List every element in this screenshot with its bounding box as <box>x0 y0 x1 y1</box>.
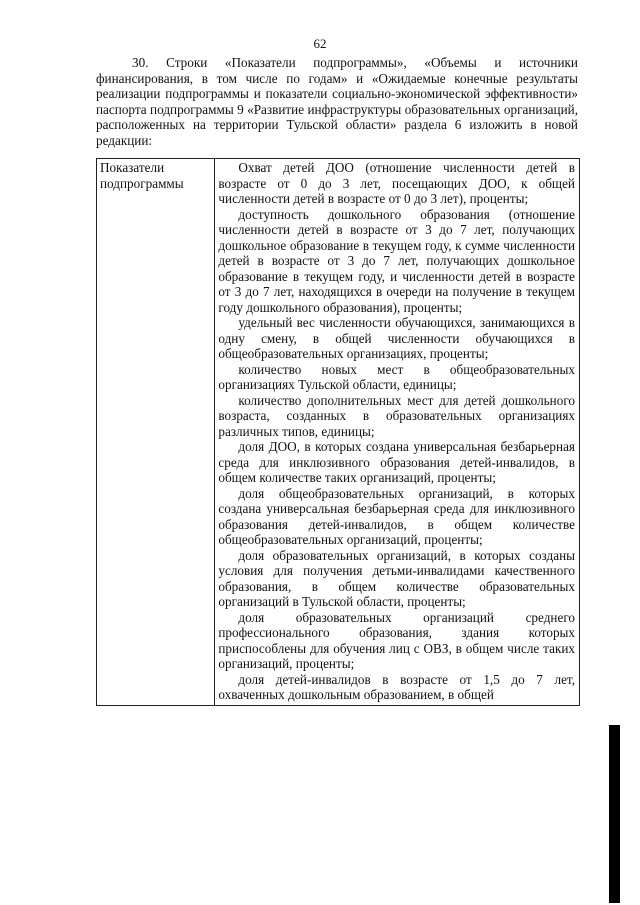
indicator-item: доля ДОО, в которых создана универсальная безбарьерная среда для инклюзивного образования детей-инвалидов, в общем количестве таких организаций, проценты; <box>218 439 575 485</box>
indicators-table <box>96 158 580 706</box>
table-row <box>97 159 580 706</box>
row-label-cell: Показатели подпрограммы <box>97 159 215 706</box>
indicator-item: доля детей-инвалидов в возрасте от 1,5 до 7 лет, охваченных дошкольным образованием, в общей <box>218 671 575 702</box>
indicator-item: количество дополнительных мест для детей дошкольного возраста, созданных в образовательных организациях различных типов, единицы; <box>218 392 575 439</box>
indicator-item: количество новых мест в общеобразовательных организациях Тульской области, единицы; <box>218 361 575 392</box>
scan-edge-bar <box>609 725 620 903</box>
indicators-cell <box>215 159 580 706</box>
indicator-item: удельный вес численности обучающихся, занимающихся в одну смену, в общей численности обучающихся в общеобразовательных организациях, проценты; <box>218 315 575 361</box>
indicator-item: доступность дошкольного образования (отношение численности детей в возрасте от 3 до 7 лет, получающих дошкольное образование в текущем году, к сумме численности детей в возрасте от 3 до 7 лет, получающих дошкольное образование в текущем году, и численности детей в возрасте от 3 до 7 лет, находящихся в очереди на получение в текущем году дошкольного образования), проценты; <box>218 206 575 315</box>
intro-paragraph: 30. Строки «Показатели подпрограммы», «Объемы и источники финансирования, в том числе по годам» и «Ожидаемые конечные результаты реализации подпрограммы и показатели социально-экономической эффективности» паспорта подпрограммы 9 «Развитие инфраструктуры образовательных организаций, расположенных на территории Тульской области» раздела 6 изложить в новой редакции: <box>96 55 578 148</box>
indicator-item: Охват детей ДОО (отношение численности детей в возрасте от 0 до 3 лет, посещающих ДОО, к общей численности детей в возрасте от 0 до 3 лет), проценты; <box>218 160 575 206</box>
indicator-item: доля общеобразовательных организаций, в которых создана универсальная безбарьерная среда для инклюзивного образования детей-инвалидов, в общем количестве общеобразовательных организаций, проценты; <box>218 485 575 547</box>
indicator-item: доля образовательных организаций среднего профессионального образования, здания которых приспособлены для обучения лиц с ОВЗ, в общем числе таких организаций, проценты; <box>218 609 575 671</box>
indicator-item: доля образовательных организаций, в которых созданы условия для получения детьми-инвалидами качественного образования, в общем количестве образовательных организаций в Тульской области, проценты; <box>218 547 575 609</box>
page-number: 62 <box>313 36 327 51</box>
